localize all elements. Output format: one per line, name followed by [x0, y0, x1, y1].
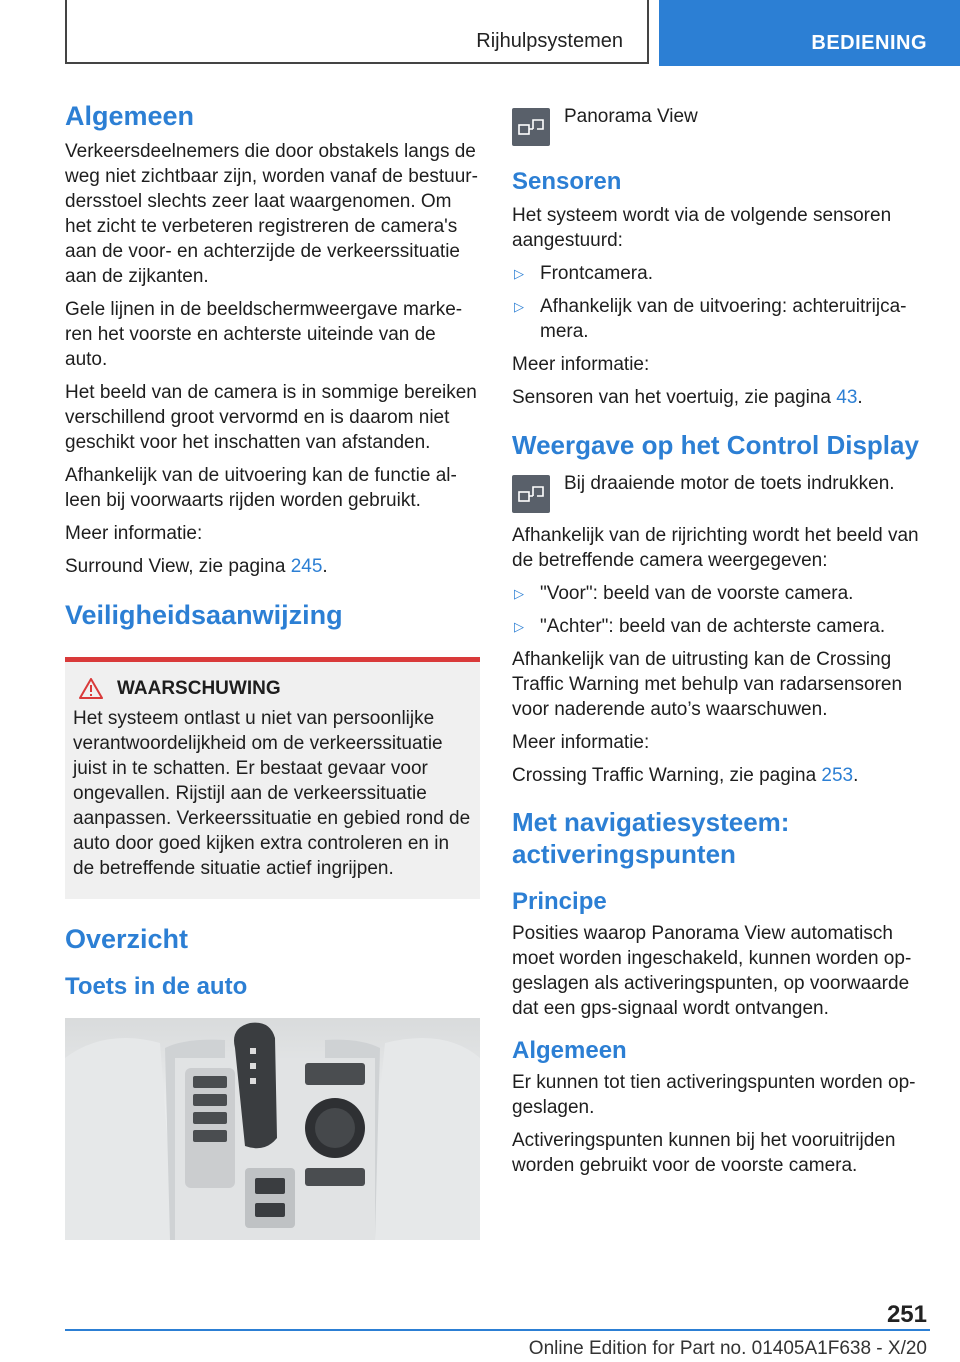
page-link-253[interactable]: 253: [821, 764, 854, 786]
paragraph: Bij draaiende motor de toets indrukken.: [564, 472, 895, 494]
paragraph: Het beeld van de camera is in sommige bereiken verschillend groot vervormd en is daarom niet geschikt voor het inschatten van afstanden.: [65, 382, 477, 454]
reference-paragraph: Crossing Traffic Warning, zie pagina 253.: [512, 764, 859, 786]
triangle-bullet-icon: ▷: [514, 618, 524, 634]
heading-weergave: Weergave op het Control Display: [512, 429, 919, 460]
header-section-box: [65, 0, 649, 64]
paragraph: Posities waarop Panorama View automatisch moet worden ingeschakeld, kunnen worden opgeslagen als activeringspunten, op voorwaarde dat een gps-signaal wordt ontvangen.: [512, 922, 912, 1019]
panorama-view-button[interactable]: [512, 475, 550, 513]
paragraph: Het systeem wordt via de volgende sensoren aangestuurd:: [512, 204, 892, 251]
warning-triangle-icon: [79, 678, 103, 699]
header-chapter-title: BEDIENING: [811, 32, 927, 54]
heading-algemeen-2: Algemeen: [512, 1036, 627, 1064]
heading-veiligheid: Veiligheidsaanwijzing: [65, 600, 343, 631]
list-item: [512, 614, 924, 639]
left-column: [65, 100, 480, 1240]
list-item-text: Frontcamera.: [540, 262, 653, 284]
page-link-43[interactable]: 43: [836, 386, 858, 408]
paragraph: Meer informatie:: [65, 523, 203, 545]
list-item-text: Afhankelijk van de uitvoering: achteruitrijcamera.: [540, 295, 907, 342]
footer-divider: [65, 1329, 930, 1331]
warning-title: WAARSCHUWING: [117, 677, 281, 699]
heading-overzicht: Overzicht: [65, 923, 189, 954]
list-item-text: "Voor": beeld van de voorste camera.: [540, 582, 854, 604]
heading-principe: Principe: [512, 887, 607, 915]
reference-text: Surround View, zie pagina: [65, 556, 291, 578]
camera-view-icon: [517, 118, 545, 136]
paragraph: Afhankelijk van de uitvoering kan de functie alleen bij voorwaarts rijden worden gebruikt.: [65, 465, 457, 512]
sensor-list: [512, 261, 924, 344]
triangle-bullet-icon: ▷: [514, 265, 524, 281]
reference-paragraph: Sensoren van het voertuig, zie pagina 43.: [512, 386, 863, 408]
warning-text: Het systeem ontlast u niet van persoonlijke verantwoordelijkheid om de verkeerssituatie juist in te schatten. Er bestaat gevaar voor ongevallen. Rijstijl aan de verkeerssituatie aanpassen. Verkeerssituatie en gebied rond de auto door goed kijken extra controleren en in de betreffende situatie actief ingrijpen.: [73, 707, 471, 879]
paragraph: Afhankelijk van de uitrusting kan de Crossing Traffic Warning met behulp van radarsensoren voor naderende auto’s waarschuwen.: [512, 648, 903, 720]
paragraph: Meer informatie:: [512, 353, 650, 375]
page-number: 251: [886, 1301, 927, 1328]
warning-header: [73, 678, 472, 700]
warning-box: [65, 657, 480, 899]
footer-edition: Online Edition for Part no. 01405A1F638 - X/20: [528, 1338, 927, 1359]
paragraph: Er kunnen tot tien activeringspunten worden opgeslagen.: [512, 1071, 916, 1118]
paragraph: Gele lijnen in de beeldschermweergave markeren het voorste en achterste uiteinde van de auto.: [65, 299, 463, 371]
page-link-245[interactable]: 245: [290, 556, 323, 578]
paragraph: Meer informatie:: [512, 731, 650, 753]
header-section-title: Rijhulpsystemen: [476, 30, 623, 52]
paragraph: Activeringspunten kunnen bij het vooruitrijden worden gebruikt voor de voorste camera.: [512, 1129, 896, 1176]
panorama-view-label: Panorama View: [564, 106, 698, 127]
center-console-illustration: [65, 1018, 480, 1240]
paragraph: Verkeersdeelnemers die door obstakels langs de weg niet zichtbaar zijn, worden vanaf de bestuurdersstoel slechts zeer laat waargenomen. Om het zicht te verbeteren registreren de camera's aan de voor- en achterzijde de verkeerssituatie aan de zijkanten.: [65, 141, 478, 288]
triangle-bullet-icon: ▷: [514, 298, 524, 314]
camera-view-list: [512, 581, 924, 639]
reference-text: Crossing Traffic Warning, zie pagina: [512, 764, 822, 786]
right-column: [512, 100, 924, 1178]
reference-paragraph: Surround View, zie pagina 245.: [65, 556, 328, 578]
heading-sensoren: Sensoren: [512, 168, 622, 195]
control-display-key-row: [512, 471, 924, 513]
paragraph: Afhankelijk van de rijrichting wordt het beeld van de betreffende camera weergegeven:: [512, 524, 919, 571]
triangle-bullet-icon: ▷: [514, 585, 524, 601]
heading-algemeen: Algemeen: [65, 101, 195, 131]
list-item: [512, 294, 924, 344]
panorama-view-button[interactable]: [512, 108, 550, 146]
list-item-text: "Achter": beeld van de achterste camera.: [540, 615, 886, 637]
panorama-view-key-row: [512, 100, 924, 146]
heading-toets-in-de-auto: Toets in de auto: [65, 973, 248, 1001]
center-console-image: [65, 1018, 480, 1240]
reference-text: Sensoren van het voertuig, zie pagina: [512, 386, 837, 408]
list-item: [512, 261, 924, 286]
camera-view-icon: [517, 485, 545, 503]
list-item: [512, 581, 924, 606]
heading-navigatie: Met navigatiesysteem: activeringspunten: [512, 806, 790, 869]
header-chapter-tab: [659, 0, 960, 66]
